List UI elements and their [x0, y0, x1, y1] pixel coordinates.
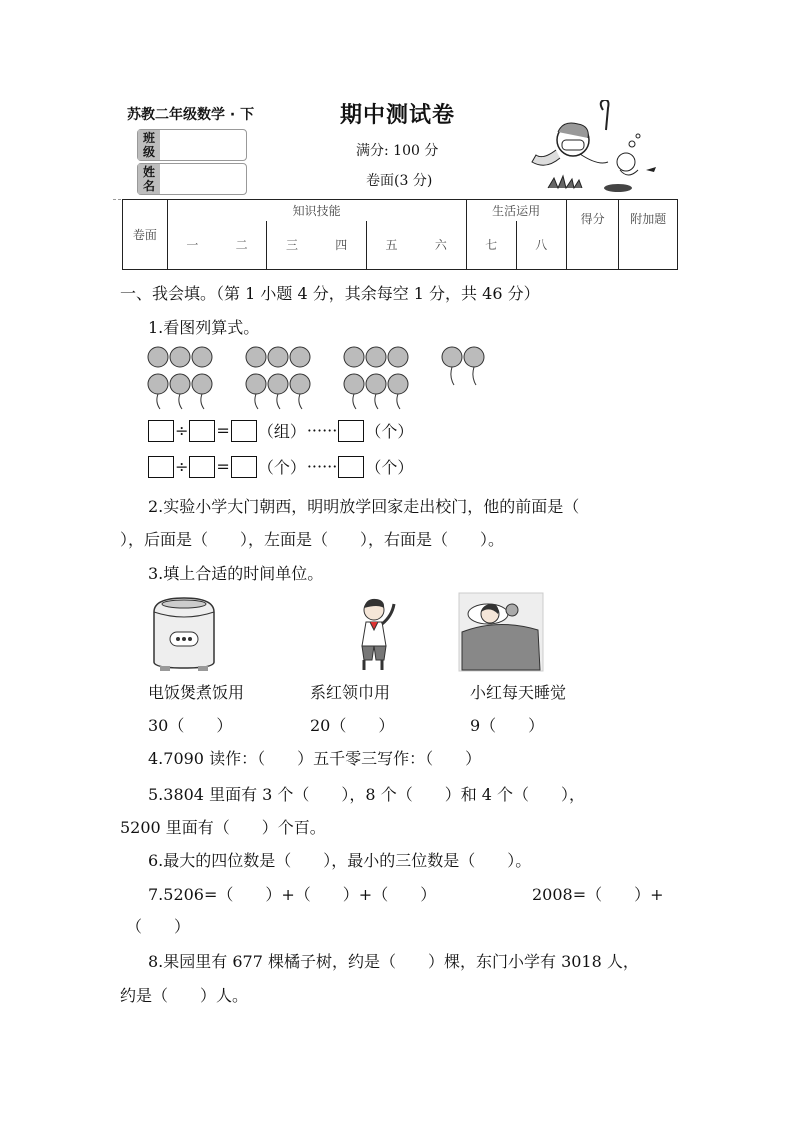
question-5-line-1: 5.3804 里面有 3 个（ ），8 个（ ）和 4 个（ ）， — [148, 785, 586, 804]
answer-box[interactable] — [148, 456, 174, 478]
equal-sign: = — [216, 421, 230, 440]
score-table — [122, 199, 678, 270]
question-7-part-3: （ ） — [126, 917, 191, 936]
skills-label: 知识技能 — [292, 203, 341, 218]
sleeping-girl-image — [458, 592, 544, 672]
equation-row-2 — [148, 455, 413, 478]
question-7-part-1: 7.5206=（ ）+（ ）+（ ） — [148, 885, 437, 904]
cell-total: 得分 — [566, 200, 619, 270]
remainder-dots: ······ — [306, 421, 338, 440]
name-label: 姓名 — [138, 164, 160, 194]
page-title: 期中测试卷 — [340, 103, 456, 128]
unit-label: （组） — [257, 422, 306, 441]
col-3: 三 — [285, 238, 298, 252]
col-7: 七 — [485, 238, 498, 252]
question-3: 3.填上合适的时间单位。 — [148, 564, 324, 583]
question-2-line-1: 2.实验小学大门朝西，明明放学回家走出校门，他的前面是（ — [148, 497, 580, 516]
col-1: 一 — [186, 238, 199, 252]
series-label: 苏教二年级数学 · 下 — [127, 107, 255, 123]
answer-box[interactable] — [189, 456, 215, 478]
cell-life — [466, 200, 566, 270]
remainder-dots: ······ — [306, 457, 338, 476]
question-2-line-2: ），后面是（ ），左面是（ ），右面是（ ）。 — [120, 530, 505, 549]
boy-with-scarf-image — [352, 596, 402, 674]
balloons-figure — [146, 344, 496, 414]
item-label-2: 系红领巾用 — [310, 683, 391, 702]
equal-sign: = — [216, 457, 230, 476]
col-6: 六 — [434, 238, 447, 252]
item-label-1: 电饭煲煮饭用 — [148, 683, 245, 702]
equation-row-1 — [148, 419, 413, 442]
class-field[interactable] — [137, 129, 247, 161]
col-5: 五 — [385, 238, 398, 252]
answer-box[interactable] — [148, 420, 174, 442]
question-6: 6.最大的四位数是（ ），最小的三位数是（ ）。 — [148, 851, 532, 870]
unit-label: （个） — [257, 458, 306, 477]
answer-box[interactable] — [338, 456, 364, 478]
question-1: 1.看图列算式。 — [148, 318, 260, 337]
item-value-3[interactable]: 9（ ） — [470, 716, 545, 735]
unit-label: （个） — [365, 458, 414, 477]
cell-neat: 卷面 — [123, 200, 168, 270]
life-label: 生活运用 — [492, 203, 541, 218]
cell-skills — [167, 200, 466, 270]
unit-label: （个） — [365, 422, 414, 441]
class-label: 班级 — [138, 130, 160, 160]
diver-illustration — [528, 100, 688, 195]
name-field[interactable] — [137, 163, 247, 195]
divide-sign: ÷ — [175, 421, 189, 440]
item-label-3: 小红每天睡觉 — [470, 683, 567, 702]
item-value-2[interactable]: 20（ ） — [310, 716, 395, 735]
question-8-line-1: 8.果园里有 677 棵橘子树，约是（ ）棵，东门小学有 3018 人， — [148, 952, 639, 971]
question-5-line-2: 5200 里面有（ ）个百。 — [120, 818, 326, 837]
full-score: 满分: 100 分 — [356, 143, 439, 159]
section-heading: 一、我会填。（第 1 小题 4 分，其余每空 1 分，共 46 分） — [120, 284, 540, 303]
answer-box[interactable] — [338, 420, 364, 442]
col-4: 四 — [335, 238, 348, 252]
question-4: 4.7090 读作：（ ）五千零三写作：（ ） — [148, 749, 482, 768]
rice-cooker-image — [148, 594, 220, 672]
question-7-part-2: 2008=（ ）+ — [532, 885, 664, 904]
answer-box[interactable] — [189, 420, 215, 442]
col-8: 八 — [535, 238, 548, 252]
cell-extra: 附加题 — [619, 200, 678, 270]
answer-box[interactable] — [231, 456, 257, 478]
neatness-score: 卷面(3 分) — [366, 173, 433, 189]
col-2: 二 — [235, 238, 248, 252]
question-8-line-2: 约是（ ）人。 — [120, 986, 249, 1005]
divide-sign: ÷ — [175, 457, 189, 476]
answer-box[interactable] — [231, 420, 257, 442]
item-value-1[interactable]: 30（ ） — [148, 716, 233, 735]
